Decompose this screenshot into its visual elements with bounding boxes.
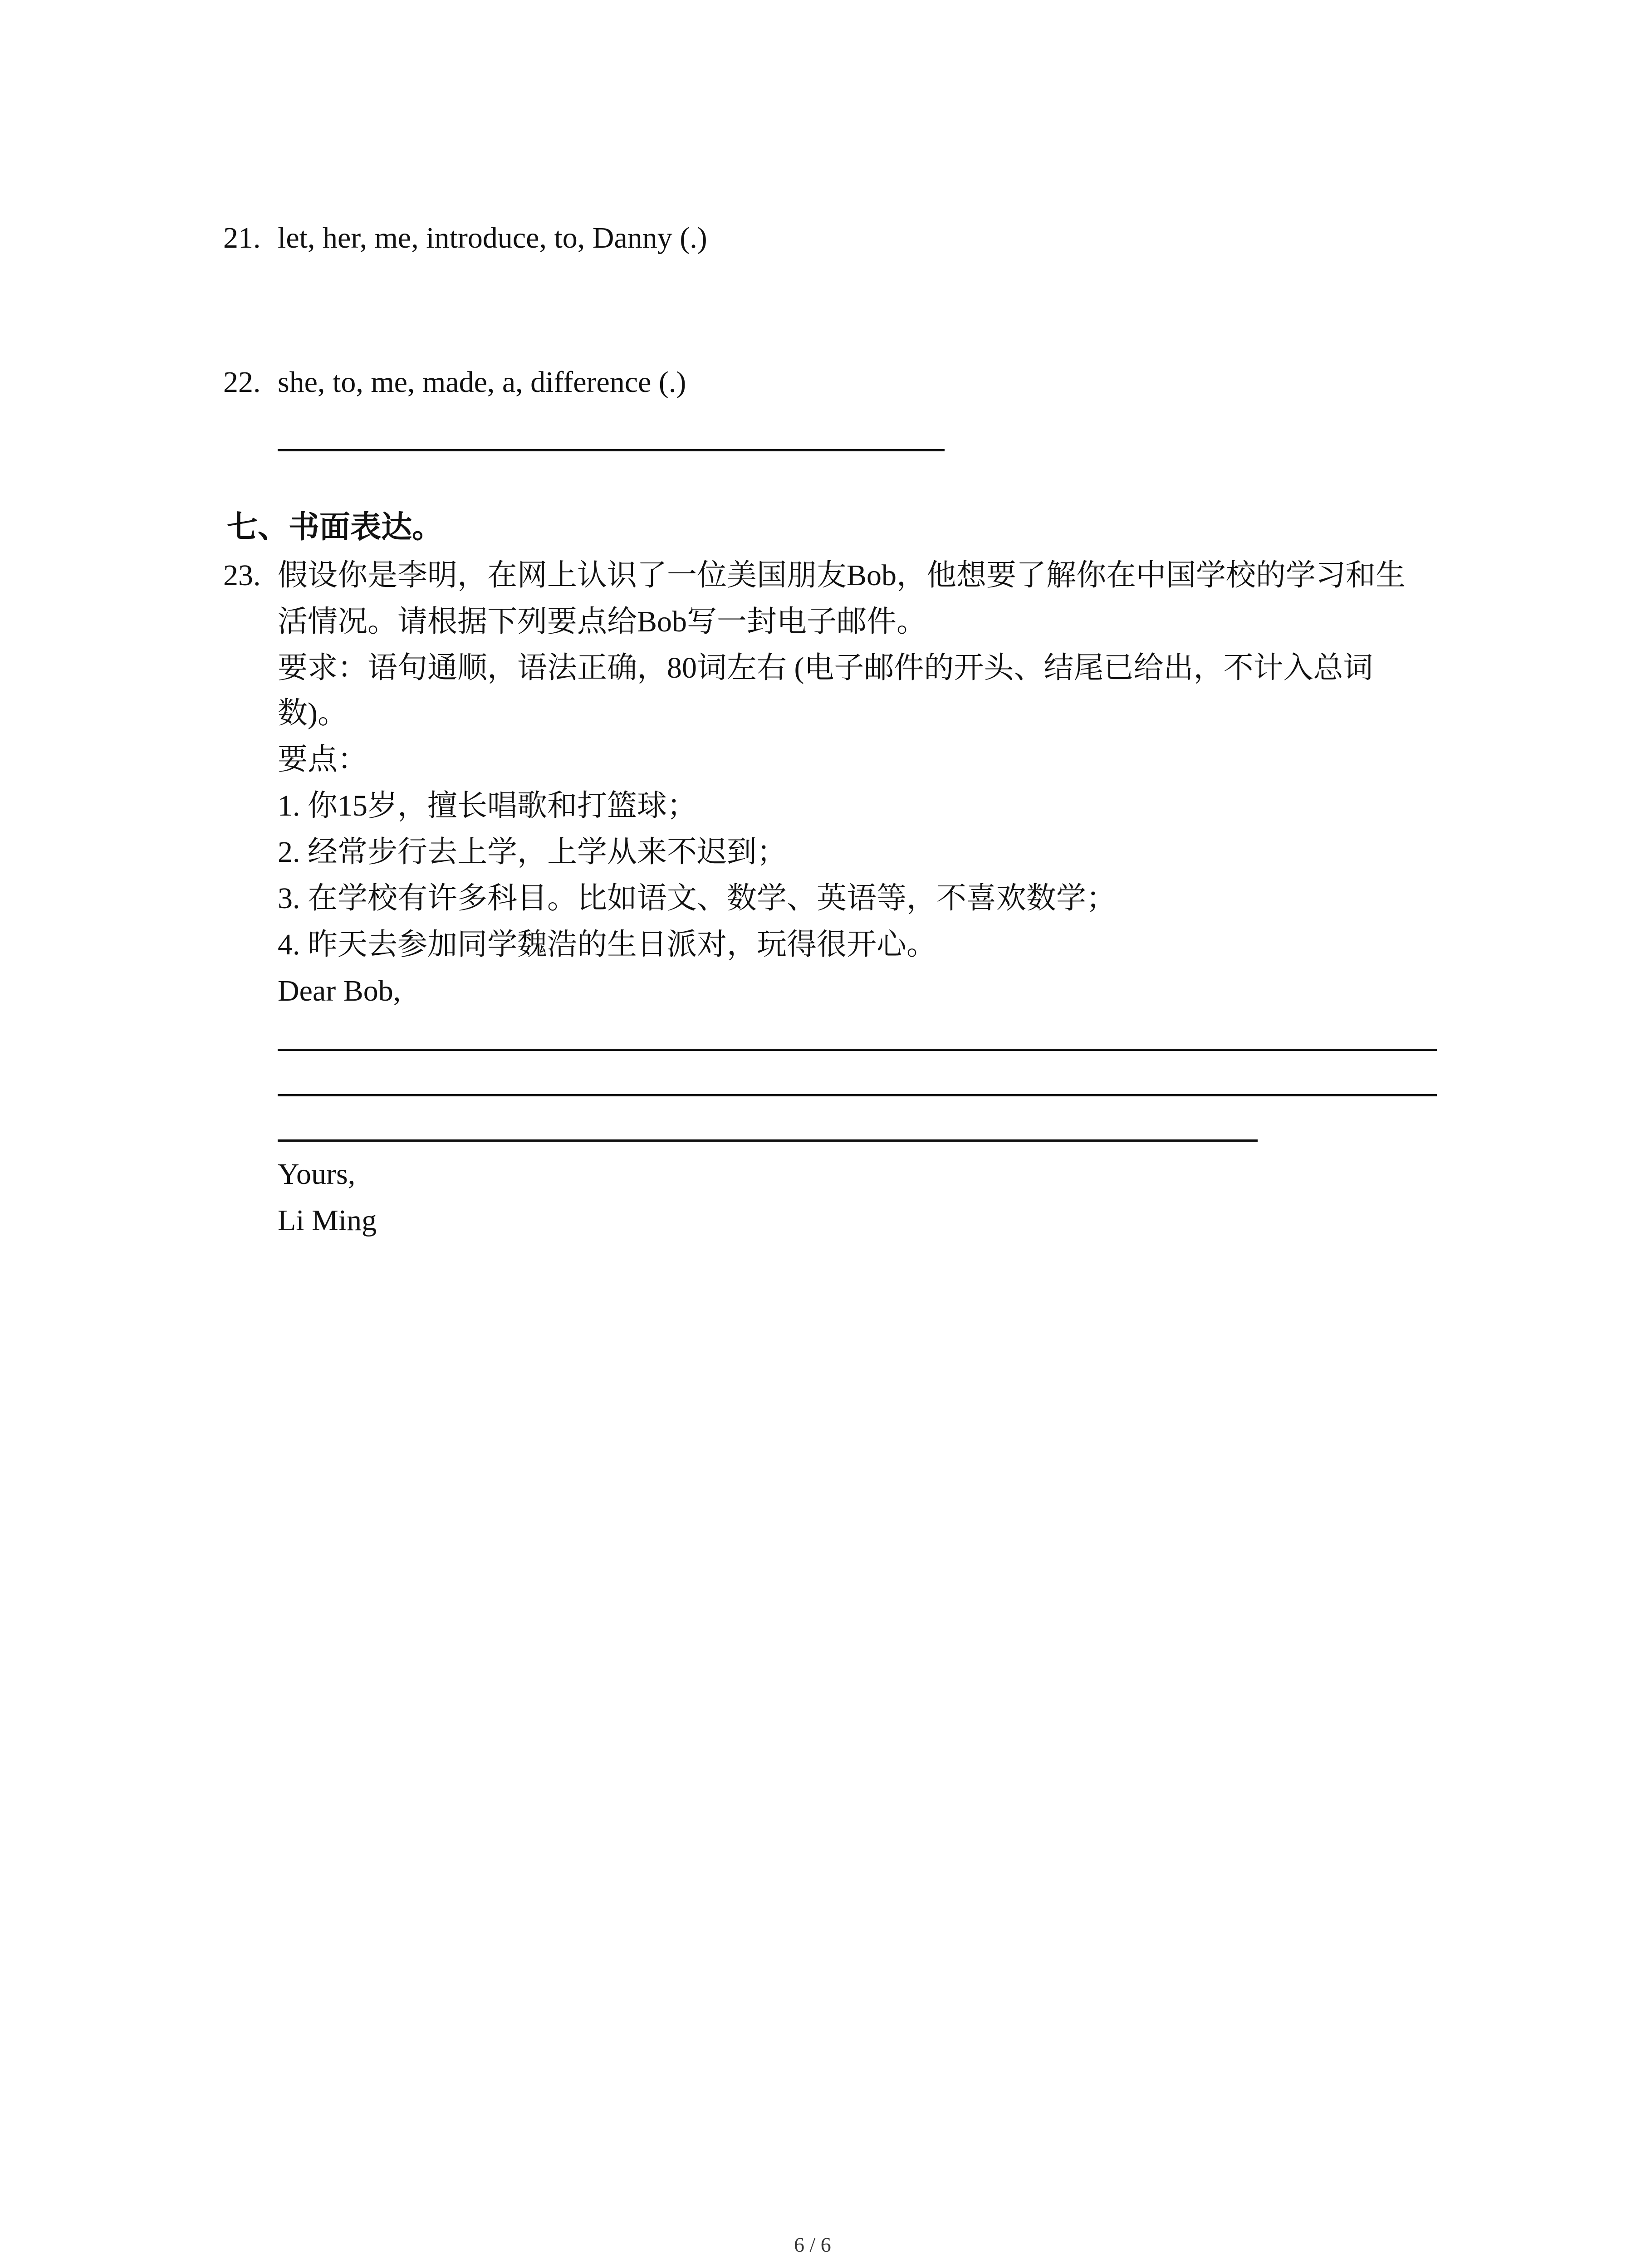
requirements-line-2: 数)。 (278, 697, 348, 730)
point-item: 1. 你15岁，擅长唱歌和打篮球； (278, 789, 697, 822)
answer-line-q22[interactable] (278, 449, 945, 451)
page-number: 6 / 6 (794, 2233, 831, 2256)
question-22-text: she, to, me, made, a, difference (.) (278, 366, 686, 399)
question-23-prompt-line-1: 假设你是李明，在网上认识了一位美国朋友Bob，他想要了解你在中国学校的学习和生 (278, 559, 1406, 592)
question-21-number: 21. (223, 221, 261, 254)
question-23-prompt-line-2: 活情况。请根据下列要点给Bob写一封电子邮件。 (278, 605, 927, 638)
writing-line[interactable] (278, 1049, 1437, 1051)
point-item: 4. 昨天去参加同学魏浩的生日派对，玩得很开心。 (278, 928, 936, 961)
question-22-number: 22. (223, 366, 261, 399)
question-23-number: 23. (223, 559, 261, 592)
section-7-heading: 七、书面表达。 (227, 510, 443, 544)
requirements-line-1: 要求：语句通顺，语法正确，80词左右 (电子邮件的开头、结尾已给出，不计入总词 (278, 651, 1373, 684)
point-item: 2. 经常步行去上学，上学从来不迟到； (278, 836, 787, 869)
letter-greeting: Dear Bob, (278, 974, 401, 1007)
writing-line[interactable] (278, 1139, 1258, 1142)
point-item: 3. 在学校有许多科目。比如语文、数学、英语等，不喜欢数学； (278, 882, 1116, 915)
letter-closing: Yours, (278, 1158, 356, 1191)
question-21-text: let, her, me, introduce, to, Danny (.) (278, 221, 707, 254)
letter-signature: Li Ming (278, 1204, 377, 1237)
writing-line[interactable] (278, 1094, 1437, 1096)
points-label: 要点： (278, 743, 367, 776)
